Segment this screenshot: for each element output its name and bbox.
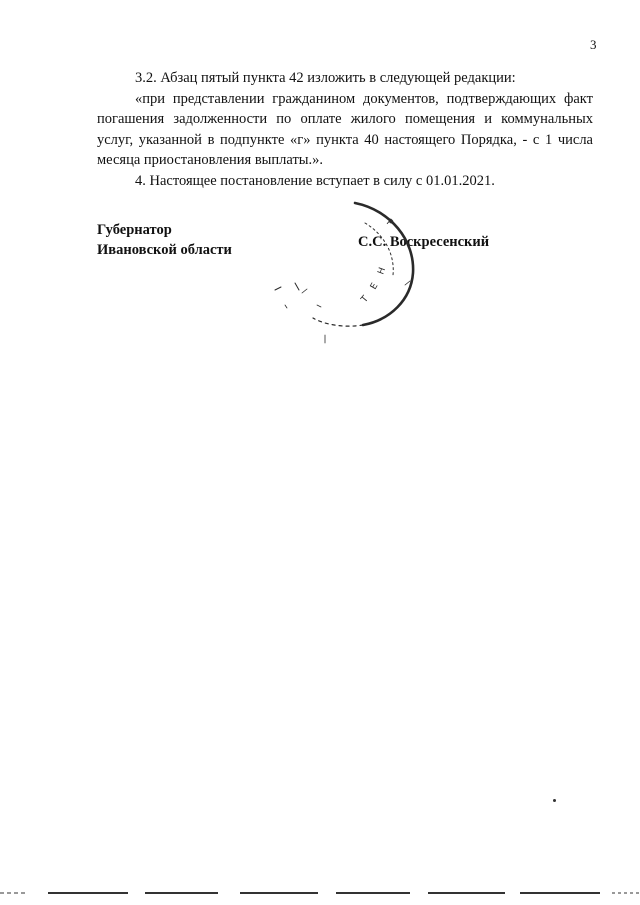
signer-region: Ивановской области [97,242,232,258]
scan-edge-marks [0,888,640,898]
seal-letter: Е [368,281,381,292]
seal-letter: Н [376,266,389,277]
page-number: 3 [590,37,597,52]
seal-letter: Т [359,294,371,305]
signer-title: Губернатор [97,222,172,238]
document-body [97,68,593,191]
scan-speck [553,799,556,802]
official-seal-stamp [255,195,430,345]
paragraph-effective-date: 4. Настоящее постановление вступает в силу с 01.01.2021. [135,172,495,189]
signer-name: С.С. Воскресенский [358,234,490,250]
paragraph-amendment-heading: 3.2. Абзац пятый пункта 42 изложить в следующей редакции: [135,70,516,86]
seal-letter: Р [384,217,395,229]
paragraph-amendment-text: «при представлении гражданином документов, подтверждающих факт погашения задолженности по оплате жилого помещения и коммунальных услуг, указанной в подпункте «г» пункта 40 настоящего Порядка, - с 1 числа месяца приостановления выплаты.». [97,90,593,168]
